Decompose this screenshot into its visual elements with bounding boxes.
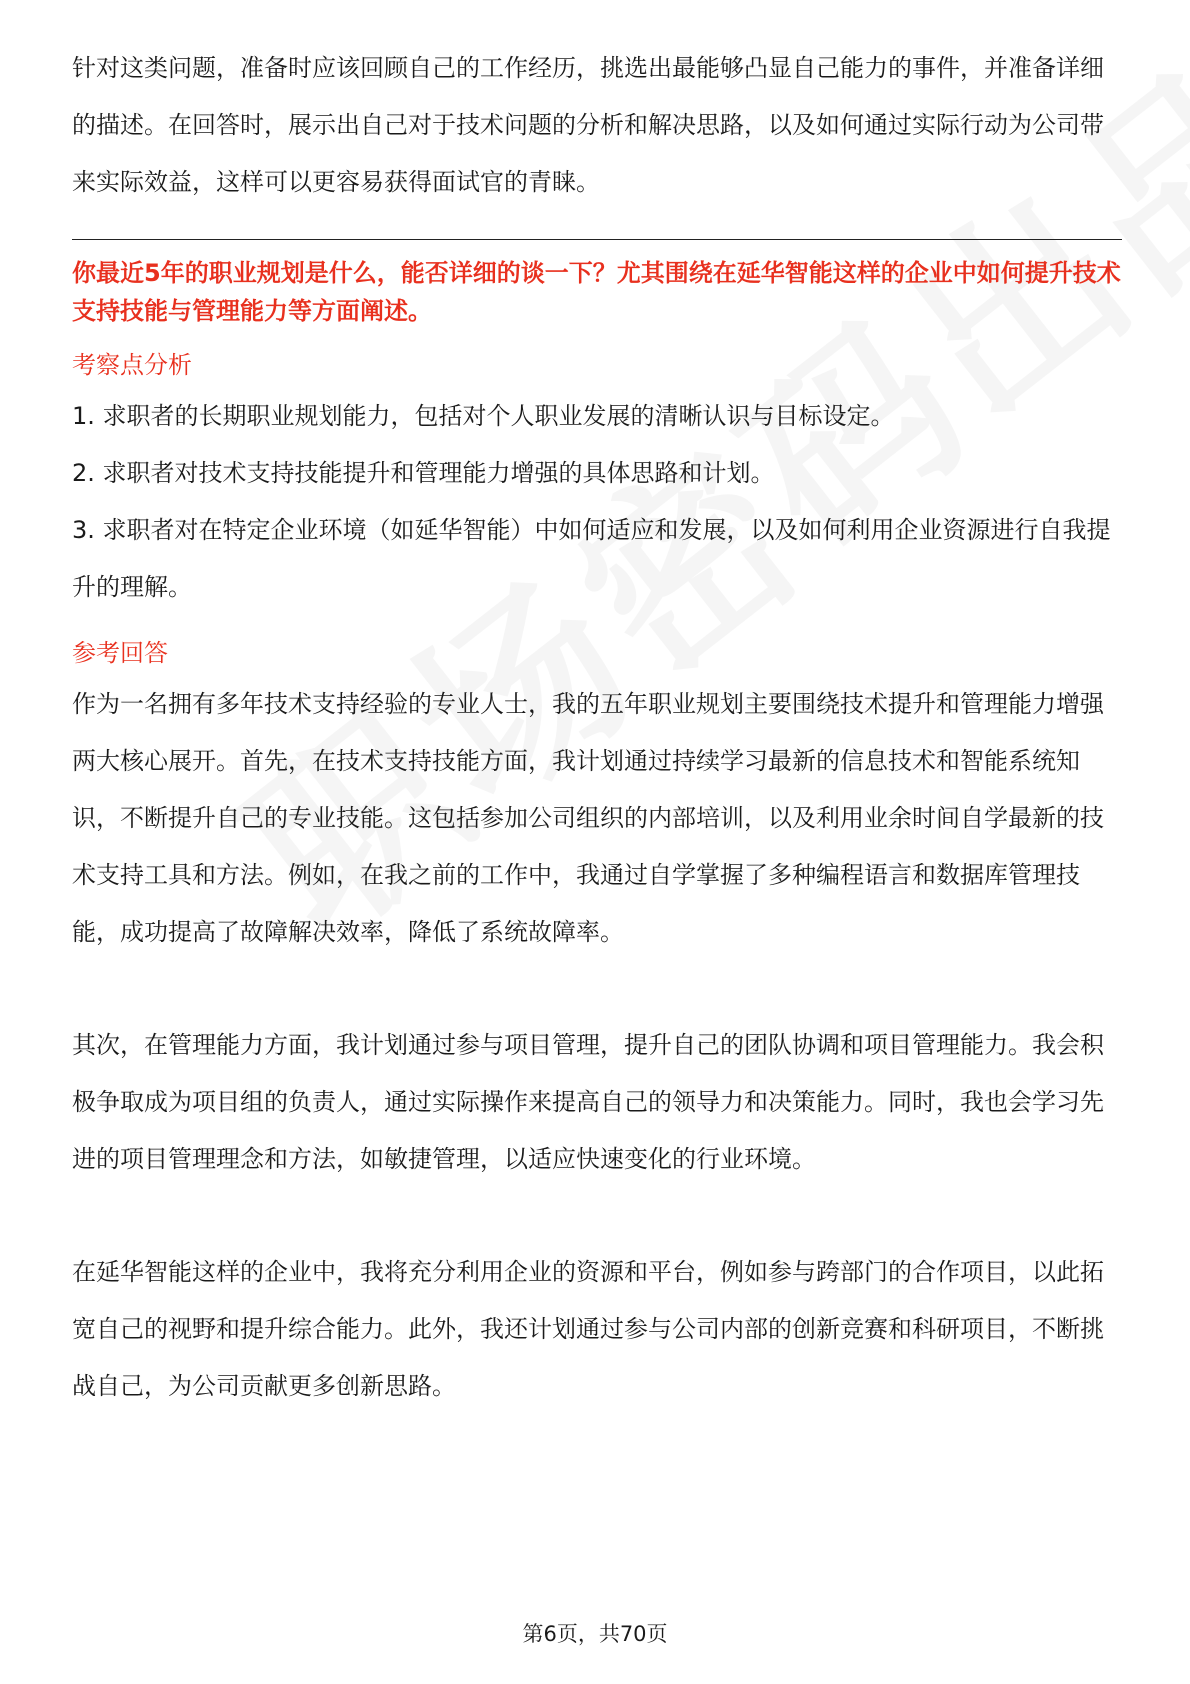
- analysis-item-2: 2. 求职者对技术支持技能提升和管理能力增强的具体思路和计划。: [72, 459, 775, 487]
- answer-paragraph-1: 作为一名拥有多年技术支持经验的专业人士，我的五年职业规划主要围绕技术提升和管理能力增强两大核心展开。首先，在技术支持技能方面，我计划通过持续学习最新的信息技术和智能系统知识，不断提升自己的专业技能。这包括参加公司组织的内部培训，以及利用业余时间自学最新的技术支持工具和方法。例如，在我之前的工作中，我通过自学掌握了多种编程语言和数据库管理技能，成功提高了故障解决效率，降低了系统故障率。: [72, 690, 1104, 946]
- answer-label: 参考回答: [72, 639, 168, 667]
- page-number: 第6页，共70页: [522, 1622, 668, 1646]
- intro-paragraph: 针对这类问题，准备时应该回顾自己的工作经历，挑选出最能够凸显自己能力的事件，并准备详细的描述。在回答时，展示出自己对于技术问题的分析和解决思路，以及如何通过实际行动为公司带来实际效益，这样可以更容易获得面试官的青睐。: [72, 54, 1104, 196]
- analysis-item-1: 1. 求职者的长期职业规划能力，包括对个人职业发展的清晰认识与目标设定。: [72, 402, 895, 430]
- analysis-label: 考察点分析: [72, 351, 192, 379]
- analysis-item-3: 3. 求职者对在特定企业环境（如延华智能）中如何适应和发展，以及如何利用企业资源进行自我提升的理解。: [72, 516, 1111, 601]
- document-page: [72, 40, 1122, 1415]
- answer-paragraph-2: 其次，在管理能力方面，我计划通过参与项目管理，提升自己的团队协调和项目管理能力。我会积极争取成为项目组的负责人，通过实际操作来提高自己的领导力和决策能力。同时，我也会学习先进的项目管理理念和方法，如敏捷管理，以适应快速变化的行业环境。: [72, 1031, 1104, 1173]
- section-divider: [72, 239, 1122, 240]
- answer-paragraph-3: 在延华智能这样的企业中，我将充分利用企业的资源和平台，例如参与跨部门的合作项目，以此拓宽自己的视野和提升综合能力。此外，我还计划通过参与公司内部的创新竞赛和科研项目，不断挑战自己，为公司贡献更多创新思路。: [72, 1258, 1104, 1400]
- question-heading: 你最近5年的职业规划是什么，能否详细的谈一下？尤其围绕在延华智能这样的企业中如何提升技术支持技能与管理能力等方面阐述。: [72, 259, 1121, 325]
